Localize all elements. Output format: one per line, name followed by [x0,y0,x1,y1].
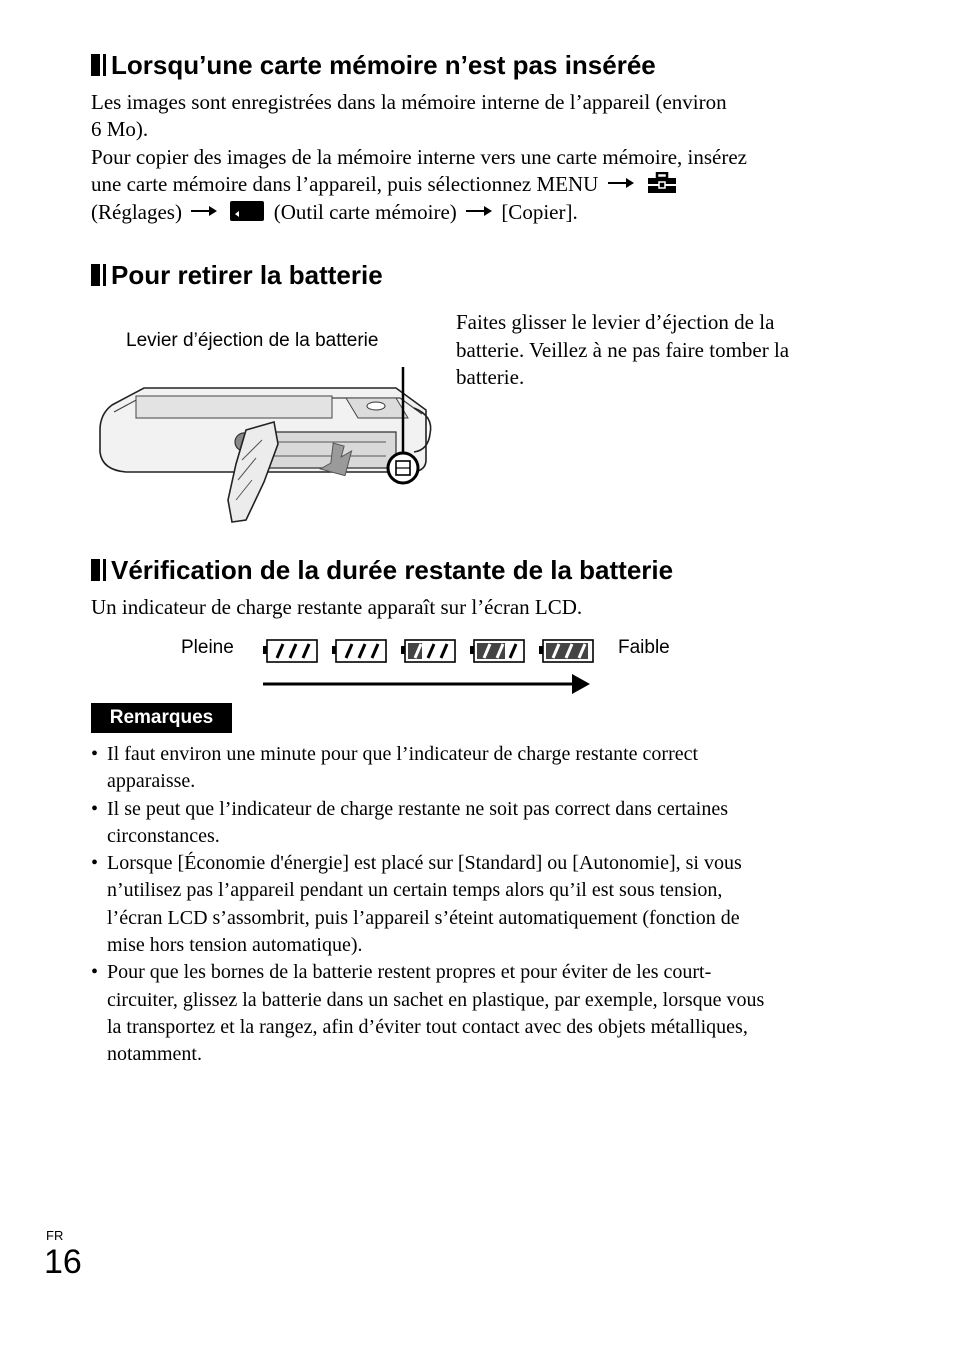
section-heading-battery-level: Vérification de la durée restante de la batterie [91,555,673,585]
figure-label-eject-lever: Levier d’éjection de la batterie [126,330,379,351]
label-low: Faible [618,637,670,658]
note-item [91,850,742,959]
battery-icon-level-1 [470,640,524,662]
para2-line1: Pour copier des images de la mémoire interne vers une carte mémoire, insérez [91,145,747,169]
note-line: la transportez et la rangez, afin d’éviter tout contact avec des objets métalliques, [107,1015,748,1038]
page-number: 16 [44,1243,82,1281]
note-line: n’utilisez pas l’appareil pendant un certain temps alors qu’il est sous tension, [107,879,723,902]
para2-line2: une carte mémoire dans l’appareil, puis sélectionnez MENU [91,171,681,199]
arrow-right-icon [191,204,217,218]
remove-battery-text-line2: batterie. Veillez à ne pas faire tomber la [456,338,790,362]
bullet-icon: • [91,743,99,765]
para1-line2: 6 Mo). [91,117,149,141]
note-line: Il faut environ une minute pour que l’indicateur de charge restante correct [107,743,699,765]
battery-icon-level-2 [401,640,455,662]
language-code: FR [46,1228,64,1243]
note-item [91,741,698,796]
battery-icon-level-0 [539,640,593,662]
bullet-icon: • [91,797,99,820]
para1-line1: Les images sont enregistrées dans la mémoire interne de l’appareil (environ [91,90,727,114]
note-line: Lorsque [Économie d'énergie] est placé sur [Standard] ou [Autonomie], si vous [107,852,742,875]
note-line: l’écran LCD s’assombrit, puis l’appareil s’éteint automatiquement (fonction de [107,906,740,929]
note-line: circuiter, glissez la batterie dans un sachet en plastique, par exemple, lorsque vous [107,988,765,1011]
notes-badge: Remarques [91,703,232,733]
remove-battery-text-line3: batterie. [456,365,525,389]
note-line: Il se peut que l’indicateur de charge restante ne soit pas correct dans certaines [107,797,729,820]
toolbox-settings-icon [647,172,677,194]
direction-arrow-head [572,674,590,694]
battery-icon-level-3 [263,640,317,662]
note-line: notamment. [107,1043,202,1066]
heading-marker-icon [91,54,103,76]
para2-line3: (Réglages) (Outil carte mémoire) [Copier]. [91,200,578,224]
label-full: Pleine [181,637,234,658]
note-line: Pour que les bornes de la batterie restent propres et pour éviter de les court- [107,961,712,984]
memory-card-tool-icon [230,200,264,222]
section-heading-no-card: Lorsqu’une carte mémoire n’est pas insérée [91,50,656,80]
bullet-icon: • [91,852,99,875]
arrow-right-icon [466,204,492,218]
battery-level-text: Un indicateur de charge restante apparaît sur l’écran LCD. [91,595,583,619]
camera-battery-illustration [96,360,441,525]
note-item [91,959,764,1068]
arrow-right-icon [608,176,634,190]
note-line: mise hors tension automatique). [107,934,363,957]
bullet-icon: • [91,961,99,984]
remove-battery-text-line1: Faites glisser le levier d’éjection de la [456,310,775,334]
note-item [91,796,728,851]
note-line: apparaisse. [107,770,196,793]
battery-level-indicators [258,636,600,698]
heading-marker-icon [91,559,103,581]
note-line: circonstances. [107,824,220,847]
section-heading-remove-battery: Pour retirer la batterie [91,260,383,290]
heading-marker-icon [91,264,103,286]
battery-icon-level-3 [332,640,386,662]
